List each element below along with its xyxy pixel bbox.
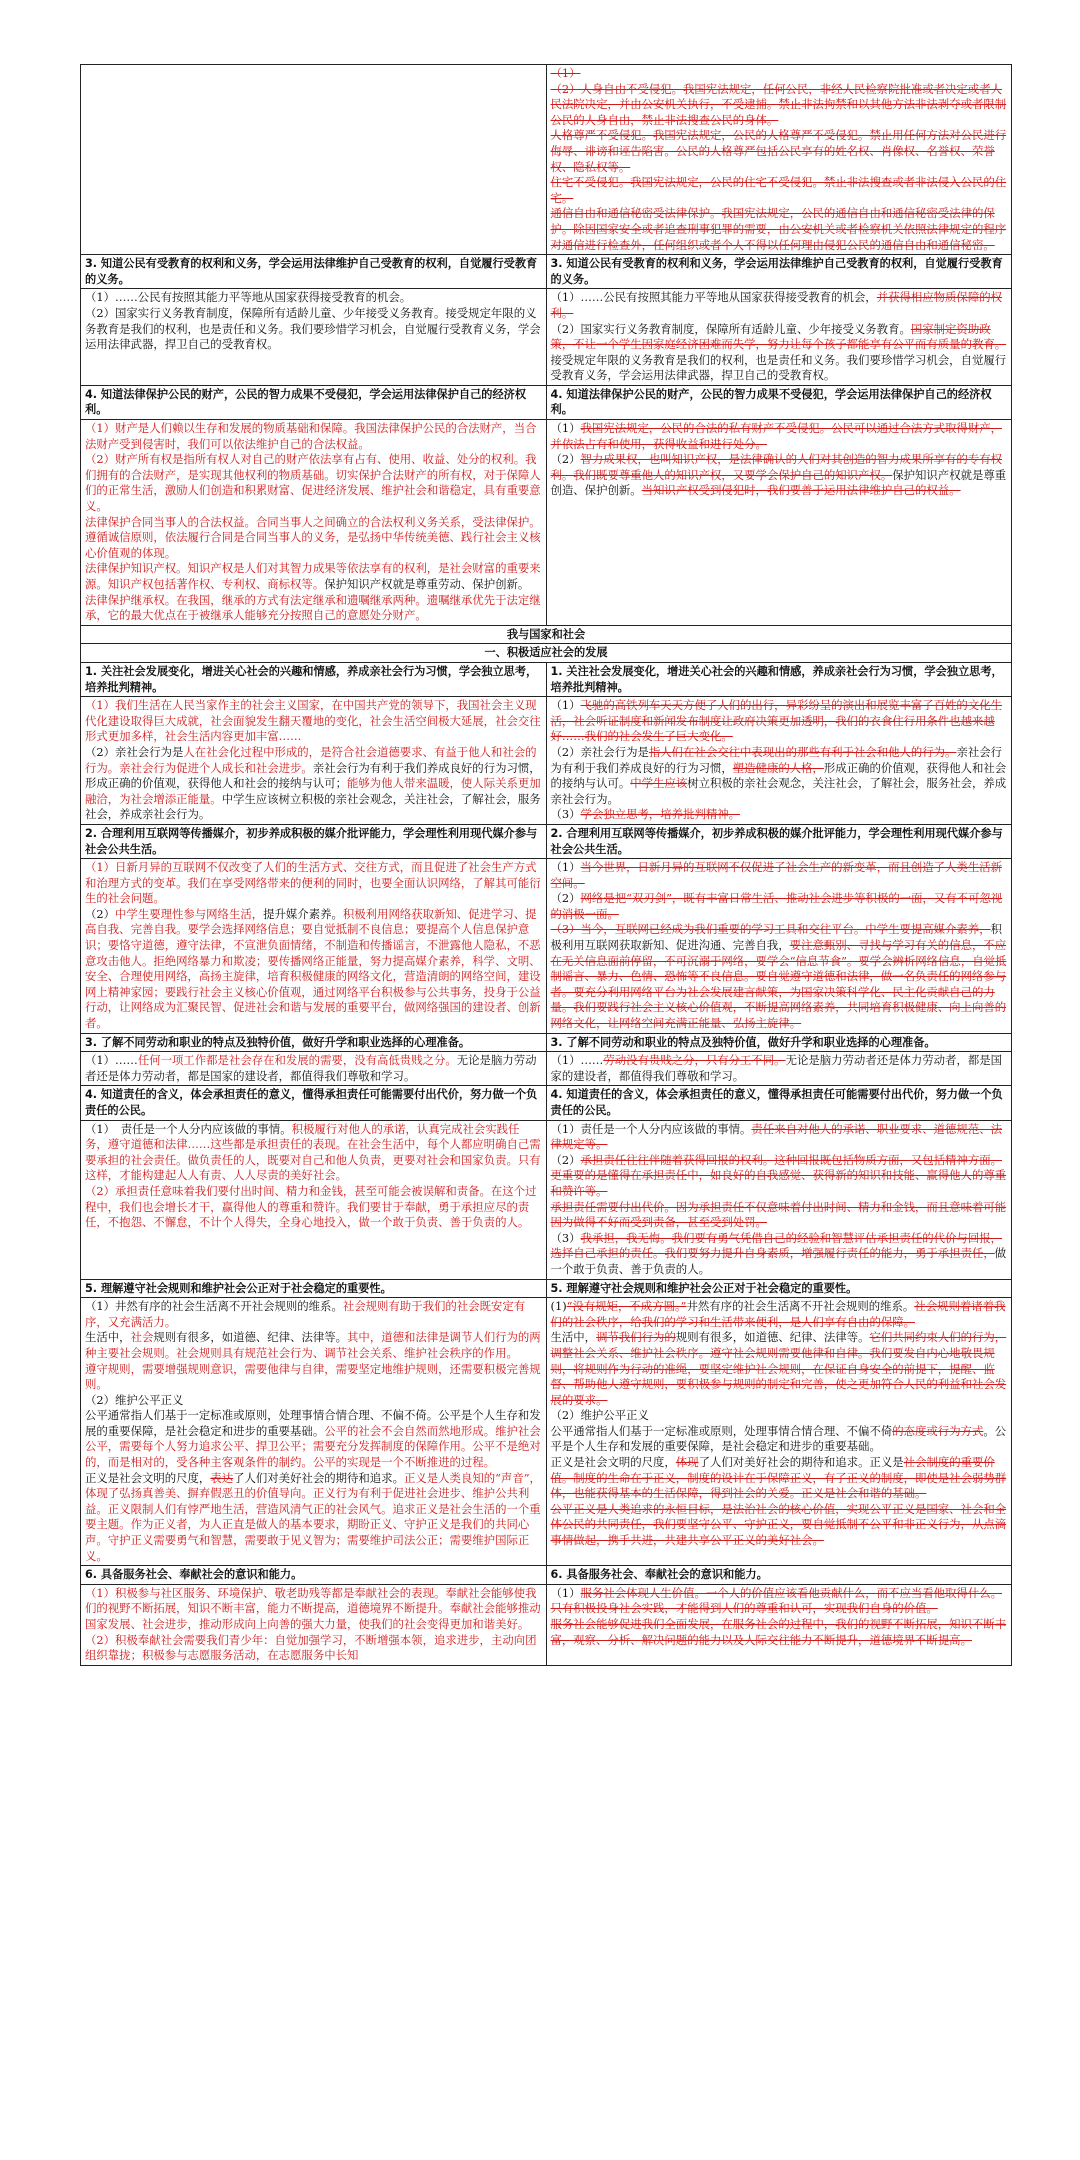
highlighted-text: 遵守规则，需要增强规则意识，需要他律与自律，需要坚定地维护规则，还需要积极完善规则。 <box>85 1361 541 1392</box>
highlighted-text: 公平的社会不会自然而然地形成。维护社会公平，需要每个人努力追求公平、捍卫公平；需要充分发挥制度的保障作用。公平不是绝对的，而是相对的，受各种主客观条件的制约。公平的实现是一个不断推进的过程。 <box>85 1423 541 1470</box>
deleted-text: （2）人身自由不受侵犯。我国宪法规定，任何公民，非经人民检察院批准或者决定或者人民法院决定，并由公安机关执行，不受逮捕。禁止非法拘禁和以其他方法非法剥夺或者限制公民的人身自由，禁止非法搜查公民的身体。 <box>550 81 1007 127</box>
text-span: （2） <box>550 1152 581 1167</box>
text-span: 提升媒介素养。 <box>263 906 343 921</box>
highlighted-text: 法律保护知识产权。知识产权是人们对其智力成果等依法享有的权利，是社会财富的重要来源。知识产权包括著作权、专利权、商标权等。 <box>85 561 541 591</box>
deleted-text: 服务社会体现人生价值。一个人的价值应该看他贡献什么，而不应当看他取得什么。只有积极投身社会实践，才能得到人们的尊重和认可，实现我们自身的价值。 <box>550 1585 1002 1616</box>
deleted-text: 的态度或行为方式 <box>892 1423 984 1438</box>
right-topic-heading: 1. 关注社会发展变化，增进关心社会的兴趣和情感，养成亲社会行为习惯，学会独立思考，培养批判精神。 <box>546 662 1012 696</box>
old-version-cell <box>81 859 547 1034</box>
text-span: 正义是社会文明的尺度， <box>85 1470 211 1485</box>
text-span: （3） <box>550 807 581 822</box>
paragraph <box>551 322 1008 384</box>
deleted-text: 飞驰的高铁列车天天方便了人们的出行，异彩纷呈的演出和展览丰富了百姓的文化生活，社会听证制度和新闻发布制度让政府决策更加透明，我们的衣食住行用条件也越来越好……我们的社会发生了巨大变化。 <box>550 698 1002 744</box>
paragraph <box>85 745 542 823</box>
right-topic-heading: 5. 理解遵守社会规则和维护社会公正对于社会稳定的重要性。 <box>546 1279 1012 1298</box>
paragraph <box>85 1408 542 1470</box>
paragraph <box>85 907 542 1032</box>
highlighted-text: 社会规则有助于我们的社会既安定有序，又充满活力。 <box>85 1299 526 1329</box>
table-row <box>81 65 1012 255</box>
table-row <box>81 697 1012 825</box>
highlighted-text: 其中，道德和法律是调节人们行为的两种主要社会规则。社会规则具有规范社会行为、调节社会关系、维护社会秩序的作用。 <box>85 1330 541 1360</box>
highlighted-text: 法律保护继承权。在我国，继承的方式有法定继承和遗嘱继承两种。遗嘱继承优先于法定继承，它的最大优点在于被继承人能够充分按照自己的意愿处分财产。 <box>85 592 541 623</box>
paragraph <box>85 1471 542 1565</box>
deleted-text: 并获得相应物质保障的权利。 <box>550 290 1002 320</box>
text-span: （3） <box>550 1230 581 1245</box>
paragraph <box>551 698 1008 745</box>
paragraph <box>85 1393 542 1409</box>
text-span: （1）……公民有按照其能力平等地从国家获得接受教育的机会， <box>550 290 877 305</box>
highlighted-text: 任何一项工作都是社会存在和发展的需要，没有高低贵贱之分。 <box>137 1053 457 1068</box>
left-topic-heading: 5. 理解遵守社会规则和维护社会公正对于社会稳定的重要性。 <box>81 1279 547 1298</box>
text-span: （2）亲社会行为是 <box>550 744 649 759</box>
old-version-cell <box>81 289 547 386</box>
paragraph <box>551 891 1008 922</box>
highlighted-text: 中学生要理性参与网络生活， <box>115 906 264 921</box>
text-span: （2）维护公平正义 <box>550 1408 649 1423</box>
paragraph <box>551 452 1008 499</box>
text-span: 公平通常指人们基于一定标准或原则，处理事情合情合理、不偏不倚。公平是个人生存和发展的重要保障，是社会稳定和进步的重要基础。 <box>85 1408 541 1438</box>
right-topic-heading: 3. 了解不同劳动和职业的特点及独特价值，做好升学和职业选择的心理准备。 <box>546 1033 1012 1052</box>
deleted-text: 要注意甄别、寻找与学习有关的信息，不应在无关信息面前停留，不可沉溺于网络，要学会“信息节食”。要学会辨析网络信息，自觉抵制谣言、暴力、色情、恐怖等不良信息。要自觉遵守道德和法律，做一名负责任的网络参与者。要充分利用网络平台为社会发展建言献策，为国家决策科学化、民主化贡献自己的力量。我们要践行社会主义核心价值观，不断提高网络素养，共同培育积极健康、向上向善的网络文化，让网络空间充满正能量、弘扬主旋律。 <box>550 938 1007 1031</box>
highlighted-text: （2）积极奉献社会需要我们青少年：自觉加强学习，不断增强本领，追求进步，主动向团组织靠拢；积极参与志愿服务活动，在志愿服务中长知 <box>85 1632 537 1663</box>
highlighted-text: 正义是人类良知的“声音”，体现了弘扬真善美、摒弃假恶丑的价值导向。正义行为有利于促进社会进步、维护公共利益。正义限制人们有悖严地生活，营造风清气正的社会风气。追求正义是社会生活的一个重要主题。作为正义者，为人正直是做人的基本要求，期盼正义、守护正义是我们的共同心声。守护正义需要勇气和智慧，需要敢于见义智为；需要维护司法公正；需要维护国际正义。 <box>85 1470 541 1563</box>
new-version-cell <box>546 1120 1012 1279</box>
deleted-text: 它们共同约束人们的行为，调整社会关系、维护社会秩序。遵守社会规则需要他律和自律。我们要发自内心地敬畏规则，将规则作为行动的准绳，要坚定维护社会规则，在保证自身安全的前提下，提醒、监督、帮助他人遵守规则，要积极参与规则的制定和完善，使之更加符合人民的利益和社会发展的要求。 <box>550 1330 1007 1407</box>
paragraph <box>551 1153 1008 1200</box>
right-topic-heading: 6. 具备服务社会、奉献社会的意识和能力。 <box>546 1566 1012 1585</box>
table-row <box>81 1033 1012 1052</box>
old-version-cell <box>81 1052 547 1086</box>
deleted-text: 社会制度的重要价值。制度的生命在于正义，制度的设计在于保障正义，有了正义的制度，即使是社会弱势群体，也能获得基本的生活保障，得到社会的关爱。正义是社会和谐的基础。 <box>550 1455 1007 1501</box>
text-span: 中学生应该树立积极的亲社会观念，关注社会，了解社会，服务社会，养成亲社会行为。 <box>85 791 541 822</box>
new-version-cell <box>546 859 1012 1034</box>
deleted-text: 我国宪法规定，公民的合法的私有财产不受侵犯。公民可以通过合法方式取得财产，并依法占有和使用，获得收益和进行处分。 <box>550 421 1002 451</box>
deleted-text: 承担责任往往伴随着获得回报的权利。这种回报既包括物质方面，又包括精神方面。更重要的是懂得在承担责任中，如良好的自我感觉、获得新的知识和技能、赢得他人的尊重和赞许等。 <box>550 1152 1007 1198</box>
deleted-text: 社会规则着诸着我们的社会秩序，给我们的学习和生活带来便利，是人们享有自由的保障。 <box>550 1299 1006 1329</box>
deleted-text: 体现 <box>675 1455 699 1470</box>
new-version-cell <box>546 65 1012 255</box>
paragraph <box>85 561 542 592</box>
text-span: 无论是脑力劳动者还是体力劳动者，都是国家的建设者，都值得我们尊敬和学习。 <box>550 1053 1003 1083</box>
paragraph <box>85 1362 542 1393</box>
table-row <box>81 1298 1012 1566</box>
text-span: 亲社会行为有利于我们养成良好的行为习惯，形成正确的价值观，获得他人和社会的接纳与认可； <box>85 760 541 791</box>
text-span: （1） <box>550 1585 581 1600</box>
highlighted-text: 法律保护合同当事人的合法权益。合同当事人之间确立的合法权利义务关系，受法律保护。遵循诚信原则，依法履行合同是合同当事人的义务，是弘扬中华传统美德、践行社会主义核心价值观的体现。 <box>85 514 541 560</box>
paragraph <box>551 290 1008 321</box>
paragraph <box>551 1502 1008 1549</box>
paragraph <box>551 745 1008 807</box>
text-span: 生活中， <box>550 1330 597 1345</box>
deleted-text: “没有规矩，不成方圆。” <box>566 1299 687 1314</box>
deleted-text: 劳动没有贵贱之分，只有分工不同。 <box>603 1053 786 1068</box>
paragraph <box>85 1633 542 1664</box>
table-row <box>81 1566 1012 1585</box>
deleted-text: 通信自由和通信秘密受法律保护。我国宪法规定，公民的通信自由和通信秘密受法律的保护。除因国家安全或者追查刑事犯罪的需要，由公安机关或者检察机关依照法律规定的程序对通信进行检查外，任何组织或者个人不得以任何理由侵犯公民的通信自由和通信秘密。 <box>550 206 1007 252</box>
paragraph <box>551 1424 1008 1455</box>
text-span: （2） <box>550 452 581 467</box>
text-span: 了人们对美好社会的期待和追求。 <box>233 1470 404 1485</box>
old-version-cell <box>81 1120 547 1279</box>
text-span: （1） 责任是一个人分内应该做的事情。 <box>85 1121 292 1136</box>
table-row <box>81 662 1012 696</box>
table-row <box>81 1052 1012 1086</box>
paragraph <box>85 1299 542 1330</box>
paragraph <box>551 66 1008 82</box>
document-page <box>80 64 1012 1666</box>
deleted-text: （1） <box>550 66 581 80</box>
text-span: 保护知识产权就是尊重创造、保护创新。 <box>550 467 1007 498</box>
highlighted-text: （1）积极参与社区服务、环境保护、敬老助残等都是奉献社会的表现。奉献社会能够使我们的视野不断拓展，知识不断丰富，能力不断提高，道德境界不断提升。奉献社会能够推动国家发展、社会进步，推动形成向上向善的强大力量，使我们的社会变得更加和谐美好。 <box>85 1585 541 1631</box>
old-version-cell <box>81 1298 547 1566</box>
text-span: 了人们对美好社会的期待和追求。正义是 <box>698 1455 904 1470</box>
text-span: （2）亲社会行为是 <box>85 744 184 759</box>
text-span: （2） <box>85 906 116 921</box>
paragraph <box>85 421 542 452</box>
paragraph <box>551 206 1008 253</box>
table-row <box>81 824 1012 858</box>
table-row <box>81 1086 1012 1120</box>
deleted-text: 表达 <box>210 1470 234 1485</box>
table-row <box>81 255 1012 289</box>
paragraph <box>551 1200 1008 1231</box>
text-span: 生活中， <box>85 1330 131 1345</box>
deleted-text: 网络是把“双刃剑”，既有丰富日常生活、推动社会进步等积极的一面，又有不可忽视的消极一面。 <box>550 891 1003 921</box>
text-span: 。公平是个人生存和发展的重要保障，是社会稳定和进步的重要基础。 <box>550 1423 1007 1454</box>
paragraph <box>85 290 542 306</box>
table-row <box>81 625 1012 644</box>
paragraph <box>85 593 542 624</box>
left-topic-heading: 4. 知道责任的含义，体会承担责任的意义，懂得承担责任可能需要付出代价，努力做一个负责任的公民。 <box>81 1086 547 1120</box>
left-topic-heading: 3. 了解不同劳动和职业的特点及独特价值，做好升学和职业选择的心理准备。 <box>81 1033 547 1052</box>
text-span: 无论是脑力劳动者还是体力劳动者，都是国家的建设者，都值得我们尊敬和学习。 <box>85 1053 537 1083</box>
table-row <box>81 859 1012 1034</box>
highlighted-text: （1）我们生活在人民当家作主的社会主义国家，在中国共产党的领导下，我国社会主义现代化建设取得巨大成就，社会面貌发生翻天覆地的变化，社会生活空间极大延展，社会交往形式更加多样，社会生活内容更加丰富…… <box>85 698 541 744</box>
deleted-text: 智力成果权，也叫知识产权，是法律确认的人们对其创造的智力成果所享有的专有权利。我们既要尊重他人的知识产权，又要学会保护自己的知识产权。 <box>550 452 1002 482</box>
text-span: 正义是社会文明的尺度， <box>550 1455 676 1470</box>
section-heading: 我与国家和社会 <box>81 625 1012 644</box>
deleted-text: 承担责任需要付出代价。因为承担责任不仅意味着付出时间、精力和金钱，而且意味着可能因为做得不好而受到责备，甚至受到处罚。 <box>550 1199 1007 1230</box>
text-span: （2） <box>550 891 581 906</box>
new-version-cell <box>546 1298 1012 1566</box>
paragraph <box>551 1053 1008 1084</box>
right-topic-heading: 4. 知道责任的含义，体会承担责任的意义，懂得承担责任可能需要付出代价，努力做一个负责任的公民。 <box>546 1086 1012 1120</box>
paragraph <box>551 82 1008 129</box>
table-row <box>81 289 1012 386</box>
text-span: (1) <box>550 1299 567 1314</box>
left-topic-heading: 4. 知道法律保护公民的财产，公民的智力成果不受侵犯，学会运用法律保护自己的经济权利。 <box>81 385 547 419</box>
text-span: （2）维护公平正义 <box>85 1392 184 1407</box>
paragraph <box>551 128 1008 175</box>
paragraph <box>85 698 542 745</box>
deleted-text: 中学生应该 <box>630 776 688 791</box>
table-row <box>81 385 1012 419</box>
paragraph <box>85 1184 542 1231</box>
paragraph <box>551 1330 1008 1408</box>
paragraph <box>85 452 542 514</box>
text-span: 树立积极的亲社会观念，关注社会，了解社会，服务社会，养成亲社会行为。 <box>550 776 1007 806</box>
table-row <box>81 1120 1012 1279</box>
deleted-text: 国家制定资助政策，不让一个学生因家庭经济困难而失学，努力让每个孩子都能享有公平而有质量的教育。 <box>550 321 1007 352</box>
left-topic-heading: 2. 合理利用互联网等传播媒介，初步养成积极的媒介批评能力，学会理性利用现代媒介参与社会公共生活。 <box>81 824 547 858</box>
old-version-cell <box>81 65 547 255</box>
new-version-cell <box>546 420 1012 626</box>
right-topic-heading: 4. 知道法律保护公民的财产，公民的智力成果不受侵犯，学会运用法律保护自己的经济权利。 <box>546 385 1012 419</box>
deleted-text: 公平正义是人类追求的永恒目标，是法治社会的核心价值，实现公平正义是国家、社会和全体公民的共同责任，我们要坚守公平、守护正义，要自觉抵制不公平和非正义行为，从点滴事情做起，携手共进，共建共享公平正义的美好社会。 <box>550 1501 1007 1548</box>
paragraph <box>85 1586 542 1633</box>
deleted-text: 当今世界，日新月异的互联网不仅促进了社会生产的新变革，而且创造了人类生活新空间。 <box>550 860 1002 890</box>
table-row <box>81 1279 1012 1298</box>
paragraph <box>551 860 1008 891</box>
section-heading: 一、积极适应社会的发展 <box>81 644 1012 663</box>
deleted-text: 服务社会能够促进我们全面发展，在服务社会的过程中，我们的视野不断拓展，知识不断丰富，观察、分析、解决问题的能力以及人际交往能力不断提升，道德境界不断提高。 <box>550 1617 1007 1647</box>
deleted-text: 学会独立思考，培养批判精神。 <box>580 807 741 822</box>
paragraph <box>551 1122 1008 1153</box>
right-topic-heading: 2. 合理利用互联网等传播媒介，初步养成积极的媒介批评能力，学会理性利用现代媒介参与社会公共生活。 <box>546 824 1012 858</box>
text-span: （1）……公民有按照其能力平等地从国家获得接受教育的机会。 <box>85 290 412 305</box>
text-span: 井然有序的社会生活离不开社会规则的维系。 <box>686 1299 915 1314</box>
table-row <box>81 1584 1012 1665</box>
deleted-text: 塑造健康的人格， <box>732 760 824 775</box>
old-version-cell <box>81 1584 547 1665</box>
paragraph <box>551 1408 1008 1424</box>
right-topic-heading: 3. 知道公民有受教育的权利和义务，学会运用法律维护自己受教育的权利，自觉履行受教育的义务。 <box>546 255 1012 289</box>
old-version-cell <box>81 420 547 626</box>
table-body <box>81 65 1012 1666</box>
table-row <box>81 644 1012 663</box>
highlighted-text: （2）财产所有权是指所有权人对自己的财产依法享有占有、使用、收益、处分的权利。我们拥有的合法财产，是实现其他权利的物质基础。切实保护合法财产的所有权，对于保障人们的正常生活，激励人们创造和积累财富、促进经济发展、维护社会和谐稳定，具有重要意义。 <box>85 452 541 514</box>
new-version-cell <box>546 289 1012 386</box>
paragraph <box>551 175 1008 206</box>
comparison-table <box>80 64 1012 1666</box>
text-span: 接受规定年限的义务教育是我们的权利，也是责任和义务。我们要珍惜学习机会，自觉履行受教育义务，学会运用法律武器，捍卫自己的受教育权。 <box>550 352 1007 383</box>
highlighted-text: （2）承担责任意味着我们要付出时间、精力和金钱，甚至可能会被误解和责备。在这个过程中，我们也会增长才干，赢得他人的尊重和赞许。我们要甘于奉献，勇于承担应尽的责任，不抱怨、不懈怠，不计个人得失，全身心地投入，做一个敢于负责、善于负责的人。 <box>85 1183 537 1230</box>
paragraph <box>85 1053 542 1084</box>
text-span: （1） <box>550 860 581 875</box>
paragraph <box>551 922 1008 1031</box>
highlighted-text: 积极履行对他人的承诺，认真完成社会实践任务，遵守道德和法律……这些都是承担责任的表现。在社会生活中，每个人都应明确自己需要承担的社会责任。做负责任的人，既要对自己和他人负责，更要对社会和国家负责。只有这样，才能构建起人人有责、人人尽责的美好社会。 <box>85 1121 541 1183</box>
highlighted-text: 积极利用网络获取新知、促进学习、提高自我、完善自我。要学会选择网络信息；要自觉抵制不良信息；要提高个人信息保护意识；要恪守道德，遵守法律，不宣泄负面情绪，不制造和传播谣言，不泄露他人隐私，不恶意攻击他人。拒绝网络暴力和欺凌；要传播网络正能量，努力提高媒介素养，科学、文明、安全、合理使用网络，高扬主旋律，培育积极健康的网络文化，营造清朗的网络空间，建设网上精神家园；要践行社会主义核心价值观，通过网络平台积极参与公共事务，投身于公益行动，让网络成为汇聚民智、促进社会和谐与发展的重要平台，做网络强国的建设者、创新者。 <box>85 906 541 1031</box>
text-span: （2）国家实行义务教育制度，保障所有适龄儿童、少年接受义务教育。 <box>550 321 911 336</box>
paragraph <box>551 1299 1008 1330</box>
text-span: （2）国家实行义务教育制度，保障所有适龄儿童、少年接受义务教育。接受规定年限的义务教育是我们的权利，也是责任和义务。我们要珍惜学习机会，自觉履行受教育义务，学会运用法律武器，捍卫自己的受教育权。 <box>85 305 541 352</box>
deleted-text: 当知识产权受到侵犯时，我们要善于运用法律维护自己的权益。 <box>641 483 961 498</box>
text-span: （1）井然有序的社会生活离不开社会规则的维系。 <box>85 1299 343 1314</box>
text-span: （1）…… <box>85 1053 138 1068</box>
deleted-text: 指人们在社会交往中表现出的那些有利于社会和他人的行为。 <box>648 744 957 759</box>
deleted-text: 责任来自对他人的承诺、职业要求、道德规范、法律规定等。 <box>550 1121 1002 1152</box>
text-span: 做一个敢于负责、善于负责的人。 <box>550 1246 1007 1276</box>
paragraph <box>85 1330 542 1361</box>
paragraph <box>551 1231 1008 1278</box>
new-version-cell <box>546 697 1012 825</box>
left-topic-heading: 3. 知道公民有受教育的权利和义务，学会运用法律维护自己受教育的权利，自觉履行受教育的义务。 <box>81 255 547 289</box>
highlighted-text: 社会 <box>130 1330 154 1345</box>
deleted-text: 我承担，我无悔。我们要有勇气凭借自己的经验和智慧评估承担责任的代价与回报，选择自己承担的责任。我们要努力提升自身素质，增强履行责任的能力，勇于承担责任， <box>550 1230 1002 1261</box>
text-span: （1） <box>550 698 581 713</box>
paragraph <box>551 807 1008 823</box>
left-topic-heading: 6. 具备服务社会、奉献社会的意识和能力。 <box>81 1566 547 1585</box>
deleted-text: 人格尊严不受侵犯。我国宪法规定，公民的人格尊严不受侵犯。禁止用任何方法对公民进行侮辱、诽谤和诬告陷害。公民的人格尊严包括公民享有的姓名权、肖像权、名誉权、荣誉权、隐私权等。 <box>550 128 1007 174</box>
text-span: （1）…… <box>550 1053 604 1068</box>
paragraph <box>85 515 542 562</box>
new-version-cell <box>546 1584 1012 1665</box>
left-topic-heading: 1. 关注社会发展变化，增进关心社会的兴趣和情感，养成亲社会行为习惯，学会独立思考，培养批判精神。 <box>81 662 547 696</box>
highlighted-text: 能够为他人带来温暖，使人际关系更加融洽，为社会增添正能量。 <box>85 776 541 806</box>
text-span: 积极利用互联网获取新知、促进沟通、完善自我， <box>550 922 1002 953</box>
paragraph <box>551 421 1008 452</box>
paragraph <box>85 306 542 353</box>
text-span: 保护知识产权就是尊重劳动、保护创新。 <box>324 577 530 591</box>
text-span: 规则有很多，如道德、纪律、法律等。 <box>153 1330 348 1345</box>
text-span: （1）责任是一个人分内应该做的事情。 <box>550 1121 752 1136</box>
paragraph <box>85 860 542 907</box>
text-span: 形成正确的价值观，获得他人和社会的接纳与认可。 <box>550 760 1007 791</box>
text-span: （1） <box>550 421 581 436</box>
text-span: 公平通常指人们基于一定标准或原则，处理事情合情合理、不偏不倚 <box>550 1423 893 1438</box>
deleted-text: 调节我们行为的 <box>596 1330 676 1345</box>
new-version-cell <box>546 1052 1012 1086</box>
deleted-text: 住宅不受侵犯。我国宪法规定，公民的住宅不受侵犯。禁止非法搜查或者非法侵入公民的住宅。 <box>550 175 1007 205</box>
deleted-text: （3）当今，互联网已经成为我们重要的学习工具和交往平台。中学生要提高媒介素养， <box>550 922 991 937</box>
highlighted-text: （1）日新月异的互联网不仅改变了人们的生活方式、交往方式，而且促进了社会生产方式和治理方式的变革。我们在享受网络带来的便利的同时，也要全面认识网络，了解其可能衍生的社会问题。 <box>85 860 541 906</box>
old-version-cell <box>81 697 547 825</box>
paragraph <box>85 1122 542 1184</box>
text-span: 规则有很多，如道德、纪律、法律等。 <box>675 1330 870 1345</box>
table-row <box>81 420 1012 626</box>
highlighted-text: （1）财产是人们赖以生存和发展的物质基础和保障。我国法律保护公民的合法财产，当合法财产受到侵害时，我们可以依法维护自己的合法权益。 <box>85 421 537 451</box>
paragraph <box>551 1455 1008 1502</box>
paragraph <box>551 1586 1008 1617</box>
text-span: 亲社会行为有利于我们养成良好的行为习惯， <box>550 744 1003 775</box>
paragraph <box>551 1617 1008 1648</box>
highlighted-text: 人在社会化过程中形成的，是符合社会道德要求、有益于他人和社会的行为。亲社会行为促进个人成长和社会进步。 <box>85 744 537 775</box>
